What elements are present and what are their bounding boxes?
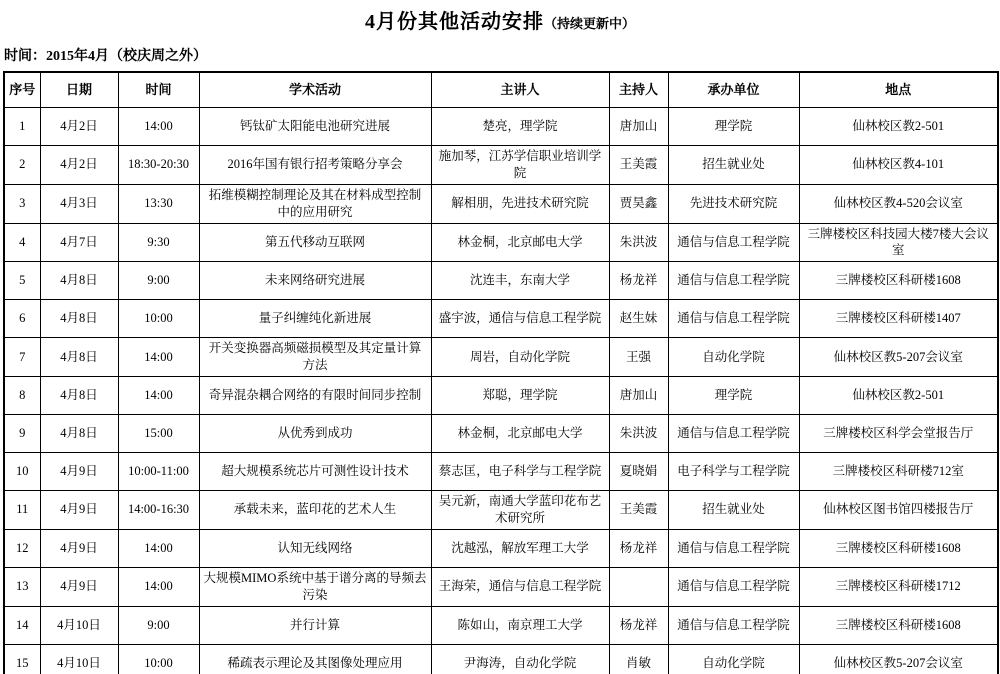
header-date: 日期 — [40, 72, 118, 108]
cell-time: 15:00 — [118, 415, 199, 453]
cell-host: 贾昊鑫 — [609, 184, 668, 223]
cell-date: 4月10日 — [40, 606, 118, 644]
cell-host: 朱洪波 — [609, 223, 668, 262]
table-row — [4, 415, 998, 453]
table-row — [4, 223, 998, 262]
cell-speaker: 施加琴，江苏学信职业培训学院 — [431, 146, 609, 185]
header-host: 主持人 — [609, 72, 668, 108]
cell-host: 王强 — [609, 338, 668, 377]
cell-date: 4月9日 — [40, 567, 118, 606]
cell-location: 三牌楼校区科研楼712室 — [799, 453, 998, 491]
cell-speaker: 周岩，自动化学院 — [431, 338, 609, 377]
cell-host: 朱洪波 — [609, 415, 668, 453]
cell-time: 10:00 — [118, 300, 199, 338]
cell-index: 15 — [4, 644, 40, 674]
cell-date: 4月2日 — [40, 146, 118, 185]
cell-time: 10:00-11:00 — [118, 453, 199, 491]
cell-host: 赵生妹 — [609, 300, 668, 338]
cell-speaker: 林金桐，北京邮电大学 — [431, 223, 609, 262]
cell-time: 9:30 — [118, 223, 199, 262]
cell-time: 14:00-16:30 — [118, 491, 199, 530]
time-scope-line: 时间：2015年4月（校庆周之外） — [4, 49, 207, 64]
cell-speaker: 郑聪，理学院 — [431, 377, 609, 415]
cell-date: 4月8日 — [40, 415, 118, 453]
cell-activity: 未来网络研究进展 — [199, 262, 431, 300]
cell-time: 14:00 — [118, 567, 199, 606]
cell-location: 仙林校区教4-520会议室 — [799, 184, 998, 223]
cell-index: 12 — [4, 529, 40, 567]
cell-index: 8 — [4, 377, 40, 415]
cell-organizer: 招生就业处 — [668, 146, 799, 185]
cell-index: 10 — [4, 453, 40, 491]
table-row — [4, 491, 998, 530]
cell-index: 1 — [4, 108, 40, 146]
table-row — [4, 338, 998, 377]
header-time: 时间 — [118, 72, 199, 108]
cell-activity: 稀疏表示理论及其图像处理应用 — [199, 644, 431, 674]
cell-activity: 钙钛矿太阳能电池研究进展 — [199, 108, 431, 146]
cell-speaker: 沈连丰，东南大学 — [431, 262, 609, 300]
cell-organizer: 先进技术研究院 — [668, 184, 799, 223]
cell-time: 9:00 — [118, 606, 199, 644]
cell-time: 14:00 — [118, 529, 199, 567]
page-title — [0, 7, 1000, 37]
cell-index: 13 — [4, 567, 40, 606]
cell-index: 5 — [4, 262, 40, 300]
cell-date: 4月8日 — [40, 338, 118, 377]
table-row — [4, 108, 998, 146]
table-row — [4, 567, 998, 606]
cell-location: 仙林校区教4-101 — [799, 146, 998, 185]
cell-location: 仙林校区教2-501 — [799, 377, 998, 415]
cell-speaker: 尹海涛，自动化学院 — [431, 644, 609, 674]
cell-host: 杨龙祥 — [609, 262, 668, 300]
cell-time: 14:00 — [118, 108, 199, 146]
cell-organizer: 通信与信息工程学院 — [668, 415, 799, 453]
cell-date: 4月10日 — [40, 644, 118, 674]
page-title-note: （持续更新中） — [543, 16, 635, 31]
cell-time: 13:30 — [118, 184, 199, 223]
header-index: 序号 — [4, 72, 40, 108]
cell-index: 11 — [4, 491, 40, 530]
cell-time: 14:00 — [118, 338, 199, 377]
cell-activity: 第五代移动互联网 — [199, 223, 431, 262]
cell-activity: 2016年国有银行招考策略分享会 — [199, 146, 431, 185]
cell-organizer: 通信与信息工程学院 — [668, 262, 799, 300]
cell-date: 4月8日 — [40, 262, 118, 300]
cell-host: 夏晓娟 — [609, 453, 668, 491]
cell-organizer: 招生就业处 — [668, 491, 799, 530]
cell-speaker: 吴元新，南通大学蓝印花布艺术研究所 — [431, 491, 609, 530]
cell-organizer: 电子科学与工程学院 — [668, 453, 799, 491]
cell-organizer: 理学院 — [668, 377, 799, 415]
cell-time: 18:30-20:30 — [118, 146, 199, 185]
table-row — [4, 300, 998, 338]
cell-host: 唐加山 — [609, 377, 668, 415]
cell-activity: 承载未来，蓝印花的艺术人生 — [199, 491, 431, 530]
cell-speaker: 陈如山，南京理工大学 — [431, 606, 609, 644]
cell-date: 4月9日 — [40, 529, 118, 567]
table-row — [4, 184, 998, 223]
table-row — [4, 377, 998, 415]
cell-time: 9:00 — [118, 262, 199, 300]
cell-date: 4月8日 — [40, 300, 118, 338]
cell-speaker: 解相朋，先进技术研究院 — [431, 184, 609, 223]
cell-index: 3 — [4, 184, 40, 223]
cell-index: 4 — [4, 223, 40, 262]
table-header-row — [4, 72, 998, 108]
cell-location: 三牌楼校区科研楼1608 — [799, 606, 998, 644]
cell-activity: 大规模MIMO系统中基于谱分离的导频去污染 — [199, 567, 431, 606]
cell-date: 4月3日 — [40, 184, 118, 223]
cell-index: 2 — [4, 146, 40, 185]
cell-date: 4月9日 — [40, 453, 118, 491]
cell-speaker: 盛宇波，通信与信息工程学院 — [431, 300, 609, 338]
cell-location: 三牌楼校区科学会堂报告厅 — [799, 415, 998, 453]
activities-table — [3, 71, 999, 674]
cell-activity: 奇异混杂耦合网络的有限时间同步控制 — [199, 377, 431, 415]
cell-index: 6 — [4, 300, 40, 338]
table-row — [4, 529, 998, 567]
cell-time: 10:00 — [118, 644, 199, 674]
cell-host: 杨龙祥 — [609, 529, 668, 567]
cell-date: 4月8日 — [40, 377, 118, 415]
cell-organizer: 自动化学院 — [668, 644, 799, 674]
cell-date: 4月2日 — [40, 108, 118, 146]
cell-location: 三牌楼校区科研楼1407 — [799, 300, 998, 338]
cell-index: 9 — [4, 415, 40, 453]
cell-location: 仙林校区教5-207会议室 — [799, 644, 998, 674]
cell-activity: 量子纠缠纯化新进展 — [199, 300, 431, 338]
cell-speaker: 王海荣，通信与信息工程学院 — [431, 567, 609, 606]
table-row — [4, 453, 998, 491]
cell-speaker: 蔡志匡，电子科学与工程学院 — [431, 453, 609, 491]
cell-date: 4月7日 — [40, 223, 118, 262]
cell-time: 14:00 — [118, 377, 199, 415]
cell-speaker: 楚亮，理学院 — [431, 108, 609, 146]
cell-host: 王美霞 — [609, 491, 668, 530]
table-row — [4, 146, 998, 185]
cell-location: 三牌楼校区科研楼1608 — [799, 262, 998, 300]
header-activity: 学术活动 — [199, 72, 431, 108]
cell-organizer: 通信与信息工程学院 — [668, 300, 799, 338]
cell-speaker: 林金桐，北京邮电大学 — [431, 415, 609, 453]
cell-activity: 并行计算 — [199, 606, 431, 644]
cell-index: 7 — [4, 338, 40, 377]
cell-organizer: 自动化学院 — [668, 338, 799, 377]
cell-organizer: 通信与信息工程学院 — [668, 529, 799, 567]
cell-location: 三牌楼校区科研楼1608 — [799, 529, 998, 567]
cell-organizer: 理学院 — [668, 108, 799, 146]
cell-activity: 从优秀到成功 — [199, 415, 431, 453]
cell-location: 三牌楼校区科研楼1712 — [799, 567, 998, 606]
cell-activity: 开关变换器高频磁损模型及其定量计算方法 — [199, 338, 431, 377]
table-row — [4, 262, 998, 300]
cell-location: 仙林校区教5-207会议室 — [799, 338, 998, 377]
header-organizer: 承办单位 — [668, 72, 799, 108]
cell-location: 仙林校区教2-501 — [799, 108, 998, 146]
header-location: 地点 — [799, 72, 998, 108]
cell-activity: 认知无线网络 — [199, 529, 431, 567]
cell-location: 仙林校区图书馆四楼报告厅 — [799, 491, 998, 530]
cell-host — [609, 567, 668, 606]
header-speaker: 主讲人 — [431, 72, 609, 108]
cell-host: 王美霞 — [609, 146, 668, 185]
cell-host: 杨龙祥 — [609, 606, 668, 644]
cell-location: 三牌楼校区科技园大楼7楼大会议室 — [799, 223, 998, 262]
cell-organizer: 通信与信息工程学院 — [668, 223, 799, 262]
cell-host: 唐加山 — [609, 108, 668, 146]
cell-host: 肖敏 — [609, 644, 668, 674]
cell-activity: 拓维模糊控制理论及其在材料成型控制中的应用研究 — [199, 184, 431, 223]
table-row — [4, 644, 998, 674]
cell-speaker: 沈越泓，解放军理工大学 — [431, 529, 609, 567]
cell-activity: 超大规模系统芯片可测性设计技术 — [199, 453, 431, 491]
page-title-main: 4月份其他活动安排 — [364, 11, 544, 33]
table-row — [4, 606, 998, 644]
cell-index: 14 — [4, 606, 40, 644]
cell-organizer: 通信与信息工程学院 — [668, 567, 799, 606]
cell-date: 4月9日 — [40, 491, 118, 530]
cell-organizer: 通信与信息工程学院 — [668, 606, 799, 644]
